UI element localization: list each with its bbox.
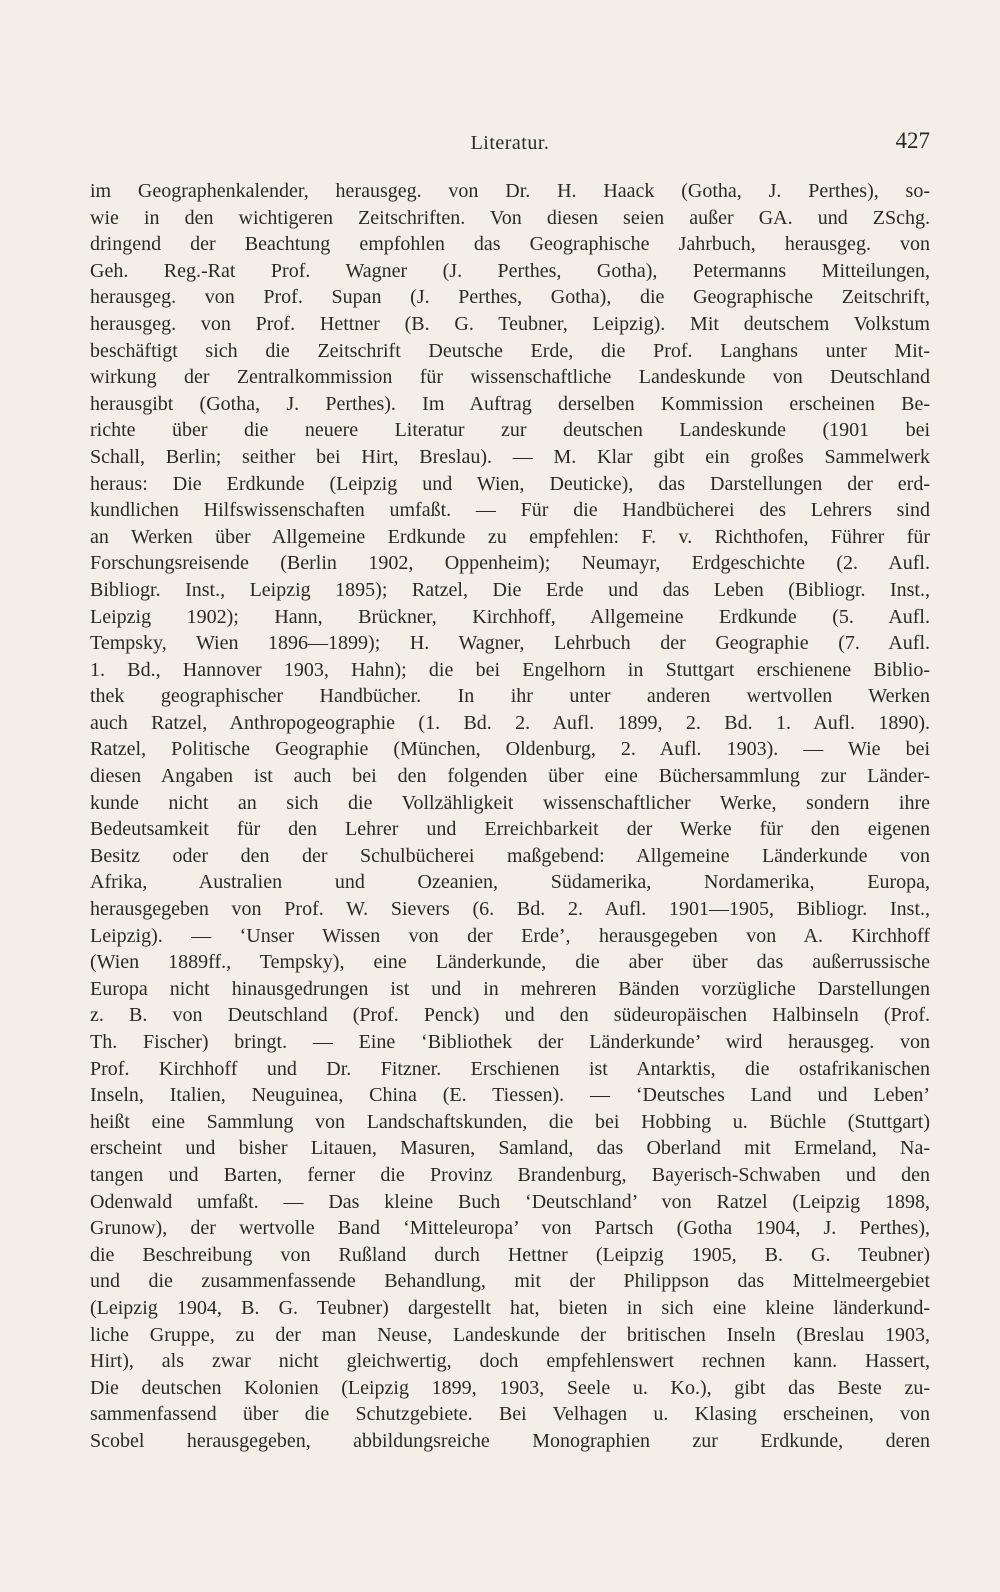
text-line: Forschungsreisende (Berlin 1902, Oppenheim); Neumayr, Erdgeschichte (2. Aufl.: [90, 552, 930, 575]
text-line: Scobel herausgegeben, abbildungsreiche Monographien zur Erdkunde, deren: [90, 1429, 930, 1452]
page-number: 427: [895, 128, 930, 153]
text-line: Bibliogr. Inst., Leipzig 1895); Ratzel, Die Erde und das Leben (Bibliogr. Inst.,: [90, 578, 930, 601]
text-line: z. B. von Deutschland (Prof. Penck) und den südeuropäischen Halbinseln (Prof.: [90, 1004, 930, 1027]
text-line: diesen Angaben ist auch bei den folgenden über eine Büchersammlung zur Länder-: [90, 765, 930, 788]
text-line: Prof. Kirchhoff und Dr. Fitzner. Erschienen ist Antarktis, die ostafrikanischen: [90, 1057, 930, 1080]
text-line: (Leipzig 1904, B. G. Teubner) dargestellt hat, bieten in sich eine kleine länderkund-: [90, 1296, 930, 1319]
text-line: dringend der Beachtung empfohlen das Geographische Jahrbuch, herausgeg. von: [90, 233, 930, 256]
text-line: richte über die neuere Literatur zur deutschen Landeskunde (1901 bei: [90, 419, 930, 442]
text-line: kundlichen Hilfswissenschaften umfaßt. — Für die Handbücherei des Lehrers sind: [90, 499, 930, 522]
text-line: beschäftigt sich die Zeitschrift Deutsche Erde, die Prof. Langhans unter Mit-: [90, 339, 930, 362]
text-line: kunde nicht an sich die Vollzähligkeit wissenschaftlicher Werke, sondern ihre: [90, 791, 930, 814]
text-line: wie in den wichtigeren Zeitschriften. Von diesen seien außer GA. und ZSchg.: [90, 206, 930, 229]
text-line: herausgeg. von Prof. Hettner (B. G. Teubner, Leipzig). Mit deutschem Volkstum: [90, 312, 930, 335]
text-line: Geh. Reg.-Rat Prof. Wagner (J. Perthes, Gotha), Petermanns Mitteilungen,: [90, 259, 930, 282]
text-line: Besitz oder den der Schulbücherei maßgebend: Allgemeine Länderkunde von: [90, 844, 930, 867]
text-line: heißt eine Sammlung von Landschaftskunden, die bei Hobbing u. Büchle (Stuttgart): [90, 1110, 930, 1133]
text-line: die Beschreibung von Rußland durch Hettner (Leipzig 1905, B. G. Teubner): [90, 1243, 930, 1266]
text-line: 1. Bd., Hannover 1903, Hahn); die bei Engelhorn in Stuttgart erschienene Biblio-: [90, 658, 930, 681]
text-line: heraus: Die Erdkunde (Leipzig und Wien, Deuticke), das Darstellungen der erd-: [90, 472, 930, 495]
text-line: sammenfassend über die Schutzgebiete. Bei Velhagen u. Klasing erscheinen, von: [90, 1403, 930, 1426]
text-line: Grunow), der wertvolle Band ‘Mitteleuropa’ von Partsch (Gotha 1904, J. Perthes),: [90, 1217, 930, 1240]
text-line: Inseln, Italien, Neuguinea, China (E. Tiessen). — ‘Deutsches Land und Leben’: [90, 1084, 930, 1107]
text-line: an Werken über Allgemeine Erdkunde zu empfehlen: F. v. Richthofen, Führer für: [90, 525, 930, 548]
body-text: [90, 178, 930, 1455]
text-line: Th. Fischer) bringt. — Eine ‘Bibliothek der Länderkunde’ wird herausgeg. von: [90, 1031, 930, 1053]
text-line: (Wien 1889ff., Tempsky), eine Länderkunde, die aber über das außerrussische: [90, 951, 930, 974]
running-head: Literatur.: [470, 132, 550, 154]
text-line: Die deutschen Kolonien (Leipzig 1899, 1903, Seele u. Ko.), gibt das Beste zu-: [90, 1376, 930, 1399]
text-line: herausgibt (Gotha, J. Perthes). Im Auftrag derselben Kommission erscheinen Be-: [90, 392, 930, 415]
text-line: Odenwald umfaßt. — Das kleine Buch ‘Deutschland’ von Ratzel (Leipzig 1898,: [90, 1190, 930, 1213]
text-line: im Geographenkalender, herausgeg. von Dr. H. Haack (Gotha, J. Perthes), so-: [90, 180, 930, 202]
text-line: liche Gruppe, zu der man Neuse, Landeskunde der britischen Inseln (Breslau 1903,: [90, 1323, 930, 1346]
text-line: Europa nicht hinausgedrungen ist und in mehreren Bänden vorzügliche Darstellungen: [90, 977, 930, 1000]
text-line: Afrika, Australien und Ozeanien, Südamerika, Nordamerika, Europa,: [90, 871, 930, 894]
text-line: wirkung der Zentralkommission für wissenschaftliche Landeskunde von Deutschland: [90, 366, 930, 389]
text-line: herausgeg. von Prof. Supan (J. Perthes, Gotha), die Geographische Zeitschrift,: [90, 286, 930, 309]
text-line: Ratzel, Politische Geographie (München, Oldenburg, 2. Aufl. 1903). — Wie bei: [90, 738, 930, 761]
text-line: tangen und Barten, ferner die Provinz Brandenburg, Bayerisch-Schwaben und den: [90, 1163, 930, 1186]
text-line: auch Ratzel, Anthropogeographie (1. Bd. 2. Aufl. 1899, 2. Bd. 1. Aufl. 1890).: [90, 711, 930, 734]
text-line: und die zusammenfassende Behandlung, mit der Philippson das Mittelmeergebiet: [90, 1270, 930, 1293]
text-line: Leipzig). — ‘Unser Wissen von der Erde’, herausgegeben von A. Kirchhoff: [90, 924, 930, 947]
text-line: erscheint und bisher Litauen, Masuren, Samland, das Oberland mit Ermeland, Na-: [90, 1137, 930, 1160]
page-header: [90, 128, 930, 164]
text-line: Hirt), als zwar nicht gleichwertig, doch empfehlenswert rechnen kann. Hassert,: [90, 1350, 930, 1373]
text-line: Tempsky, Wien 1896—1899); H. Wagner, Lehrbuch der Geographie (7. Aufl.: [90, 632, 930, 655]
text-line: Schall, Berlin; seither bei Hirt, Breslau). — M. Klar gibt ein großes Sammelwerk: [90, 445, 930, 468]
text-line: herausgegeben von Prof. W. Sievers (6. Bd. 2. Aufl. 1901—1905, Bibliogr. Inst.,: [90, 898, 930, 921]
text-line: thek geographischer Handbücher. In ihr unter anderen wertvollen Werken: [90, 685, 930, 708]
text-line: Bedeutsamkeit für den Lehrer und Erreichbarkeit der Werke für den eigenen: [90, 818, 930, 841]
text-line: Leipzig 1902); Hann, Brückner, Kirchhoff, Allgemeine Erdkunde (5. Aufl.: [90, 605, 930, 628]
